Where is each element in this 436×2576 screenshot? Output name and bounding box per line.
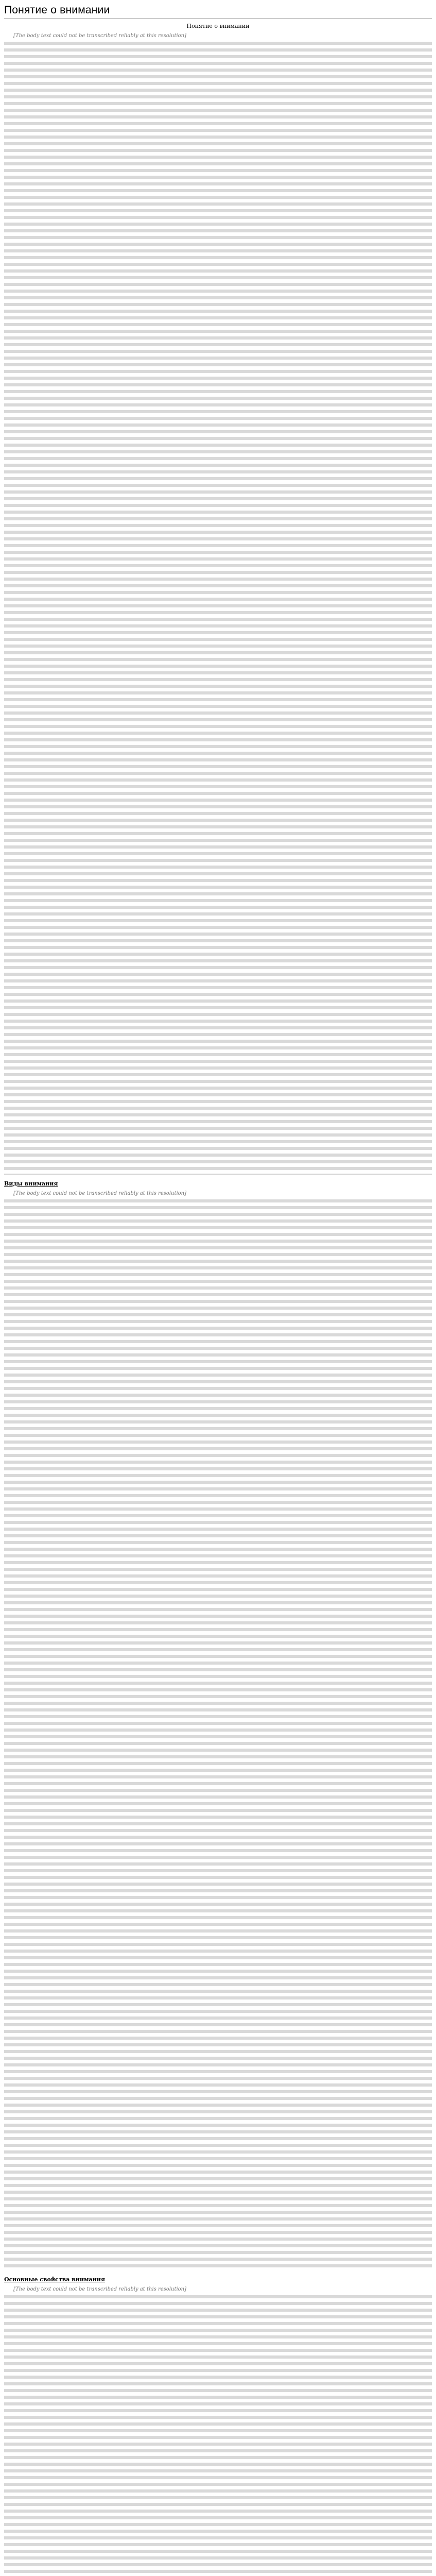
body-paragraph: [The body text could not be transcribed reliably at this resolution] [13,1191,187,1196]
body-text-block [4,1199,432,2271]
body-text-block [4,42,432,1175]
body-paragraph: [The body text could not be transcribed reliably at this resolution] [13,2286,187,2292]
section-heading: Основные свойства внимания [4,2276,106,2283]
page-title: Понятие о внимании [4,4,432,19]
body-text-block [4,2295,432,2576]
document-heading: Понятие о внимании [186,23,250,29]
section-heading: Виды внимания [4,1180,58,1187]
body-paragraph: [The body text could not be transcribed reliably at this resolution] [13,33,187,39]
